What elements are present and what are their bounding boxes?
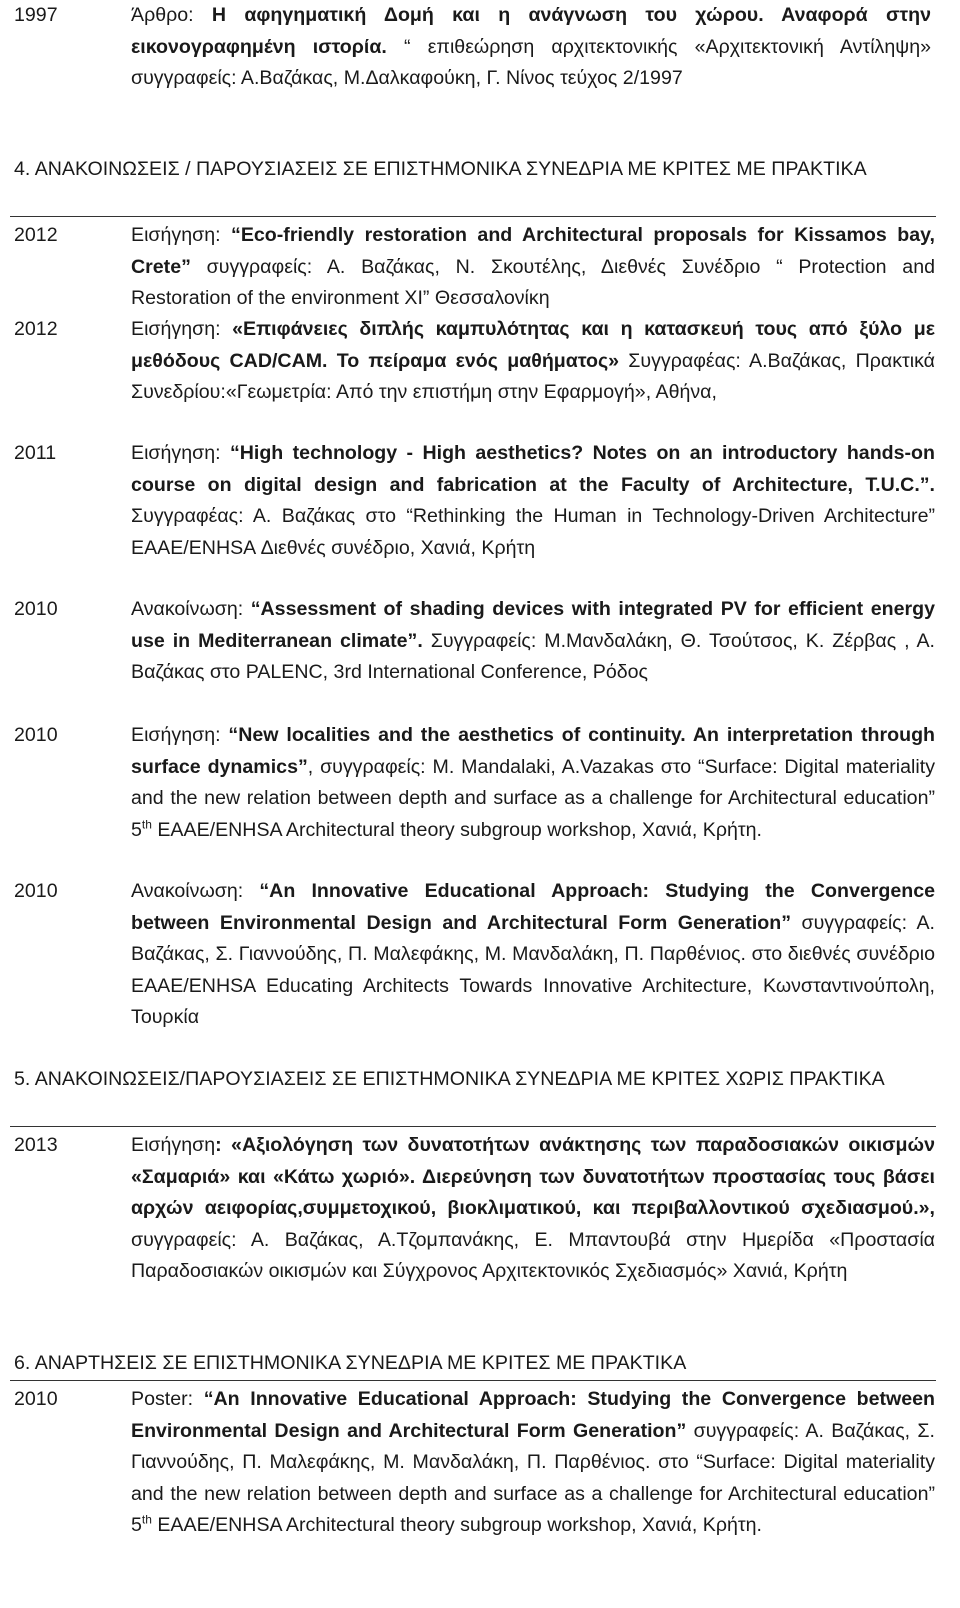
entry-year: 2013 xyxy=(14,1134,58,1156)
entry-title: “An Innovative Educational Approach: Studying the Convergence between Environmental Design and Architectural Form Generation” xyxy=(131,1388,935,1442)
entry-title: “Eco-friendly restoration and Architectural proposals for Kissamos bay, Crete” xyxy=(131,224,935,278)
entry-title: “New localities and the aesthetics of continuity. An interpretation through surface dynamics” xyxy=(131,724,936,778)
entry-label: Εισήγηση: xyxy=(131,724,229,746)
entry-text xyxy=(131,438,935,564)
entry-details: Συγγραφείς: Μ.Μανδαλάκη, Θ. Τσούτσος, Κ. Ζέρβας , Α. Βαζάκας στο PALENC, 3rd International Conference, Ρόδος xyxy=(131,629,935,684)
entry-title: Η αφηγηματική Δομή και η ανάγνωση του χώρου. Αναφορά στην εικονογραφημένη ιστορία. xyxy=(131,4,931,58)
entry-details: Συγγραφέας: Α. Βαζάκας στο “Rethinking the Human in Technology-Driven Architecture” EAAE/ENHSA Διεθνές συνέδριο, Χανιά, Κρήτη xyxy=(131,505,935,559)
entry-text xyxy=(131,1130,935,1288)
entry-label: Poster: xyxy=(131,1388,204,1410)
entry-text xyxy=(131,1384,935,1542)
entry-year: 2010 xyxy=(14,1388,58,1410)
entry-label: Ανακοίνωση: xyxy=(131,598,251,620)
entry-year: 2011 xyxy=(14,442,57,464)
entry-year: 2012 xyxy=(14,224,58,246)
entry-text xyxy=(131,720,935,846)
entry-year: 2010 xyxy=(14,880,58,902)
section-6-heading: 6. ΑΝΑΡΤΗΣΕΙΣ ΣΕ ΕΠΙΣΤΗΜΟΝΙΚΑ ΣΥΝΕΔΡΙΑ ΜΕ ΚΡΙΤΕΣ ΜΕ ΠΡΑΚΤΙΚΑ xyxy=(14,1352,687,1374)
entry-text xyxy=(131,314,935,409)
entry-year: 2010 xyxy=(14,598,58,620)
section-6-rule xyxy=(10,1380,936,1381)
entry-label: Εισήγηση: xyxy=(131,318,233,340)
entry-title: “High technology - High aesthetics? Notes on an introductory hands-on course on digital design and fabrication at the Faculty of Architecture, T.U.C.”. xyxy=(131,442,935,496)
entry-label: Ανακοίνωση: xyxy=(131,880,260,902)
entry-text xyxy=(131,0,931,95)
entry-details: συγγραφείς: Α. Βαζάκας, Α.Τζομπανάκης, Ε. Μπαντουβά στην Ημερίδα «Προστασία Παραδοσιακών οικισμών και Σύγχρονος Αρχιτεκτονικός Σχεδιασμός» Χανιά, Κρήτη xyxy=(131,1228,935,1283)
entry-year: 1997 xyxy=(14,4,58,26)
section-4-heading: 4. ΑΝΑΚΟΙΝΩΣΕΙΣ / ΠΑΡΟΥΣΙΑΣΕΙΣ ΣΕ ΕΠΙΣΤΗΜΟΝΙΚΑ ΣΥΝΕΔΡΙΑ ΜΕ ΚΡΙΤΕΣ ΜΕ ΠΡΑΚΤΙΚΑ xyxy=(14,158,867,180)
entry-text xyxy=(131,594,935,689)
entry-title: : «Αξιολόγηση των δυνατοτήτων ανάκτησης των παραδοσιακών οικισμών «Σαμαριά» και «Κάτω χωριό». Διερεύνηση των δυνατοτήτων προστασίας τους βάσει αρχών αειφορίας,συμμετοχικού, βιοκλιματικού, και περιβαλλοντικού σχεδιασμού.», xyxy=(131,1134,935,1220)
entry-details-cont: EAAE/ENHSA Architectural theory subgroup workshop, Χανιά, Κρήτη. xyxy=(151,1514,762,1537)
entry-details: συγγραφείς: Α. Βαζάκας, Σ. Γιαννούδης, Π. Μαλεφάκης, Μ. Μανδαλάκη, Π. Παρθένιος. στο “Surface: Digital materiality and the new relation between depth and surface as a challenge for Architectural education” 5 xyxy=(131,1419,935,1537)
entry-label: Άρθρο: xyxy=(131,4,212,26)
entry-label: Εισήγηση: xyxy=(131,442,230,464)
entry-label: Εισήγηση: xyxy=(131,224,232,246)
entry-text xyxy=(131,220,935,315)
entry-details: συγγραφείς: Α. Βαζάκας, Σ. Γιαννούδης, Π. Μαλεφάκης, Μ. Μανδαλάκη, Π. Παρθένιος. στο διεθνές συνέδριο EAAE/ENHSA Educating Architects Towards Innovative Architecture, Κωνσταντινούπολη, Τουρκία xyxy=(131,911,935,1029)
entry-title: “Assessment of shading devices with integrated PV for efficient energy use in Mediterranean climate”. xyxy=(131,598,935,652)
entry-details: Συγγραφέας: Α.Βαζάκας, Πρακτικά Συνεδρίου:«Γεωμετρία: Από την επιστήμη στην Εφαρμογή», Αθήνα, xyxy=(131,349,935,404)
entry-label: Εισήγηση xyxy=(131,1134,216,1156)
superscript: th xyxy=(141,817,152,832)
entry-details: “ επιθεώρηση αρχιτεκτονικής «Αρχιτεκτονική Αντίληψη» συγγραφείς: Α.Βαζάκας, Μ.Δαλκαφούκη, Γ. Νίνος τεύχος 2/1997 xyxy=(131,35,931,90)
entry-details: συγγραφείς: Α. Βαζάκας, Ν. Σκουτέλης, Διεθνές Συνέδριο “ Protection and Restoration of the environment XI” Θεσσαλονίκη xyxy=(131,255,935,310)
superscript: th xyxy=(141,1512,152,1527)
section-5-heading: 5. ΑΝΑΚΟΙΝΩΣΕΙΣ/ΠΑΡΟΥΣΙΑΣΕΙΣ ΣΕ ΕΠΙΣΤΗΜΟΝΙΚΑ ΣΥΝΕΔΡΙΑ ΜΕ ΚΡΙΤΕΣ ΧΩΡΙΣ ΠΡΑΚΤΙΚΑ xyxy=(14,1068,885,1090)
entry-details-cont: EAAE/ENHSA Architectural theory subgroup workshop, Χανιά, Κρήτη. xyxy=(151,818,762,841)
entry-text xyxy=(131,876,935,1034)
entry-title: «Επιφάνειες διπλής καμπυλότητας και η κατασκευή τους από ξύλο με μεθόδους CAD/CAM. Το πείραμα ενός μαθήματος» xyxy=(131,318,935,372)
entry-details: , συγγραφείς: M. Mandalaki, A.Vazakas στο “Surface: Digital materiality and the new relation between depth and surface as a challenge for Architectural education” 5 xyxy=(131,755,935,841)
entry-title: “An Innovative Educational Approach: Studying the Convergence between Environmental Design and Architectural Form Generation” xyxy=(131,880,935,934)
entry-year: 2010 xyxy=(14,724,58,746)
entry-year: 2012 xyxy=(14,318,58,340)
section-5-rule xyxy=(10,1126,936,1127)
section-4-rule xyxy=(10,216,936,217)
